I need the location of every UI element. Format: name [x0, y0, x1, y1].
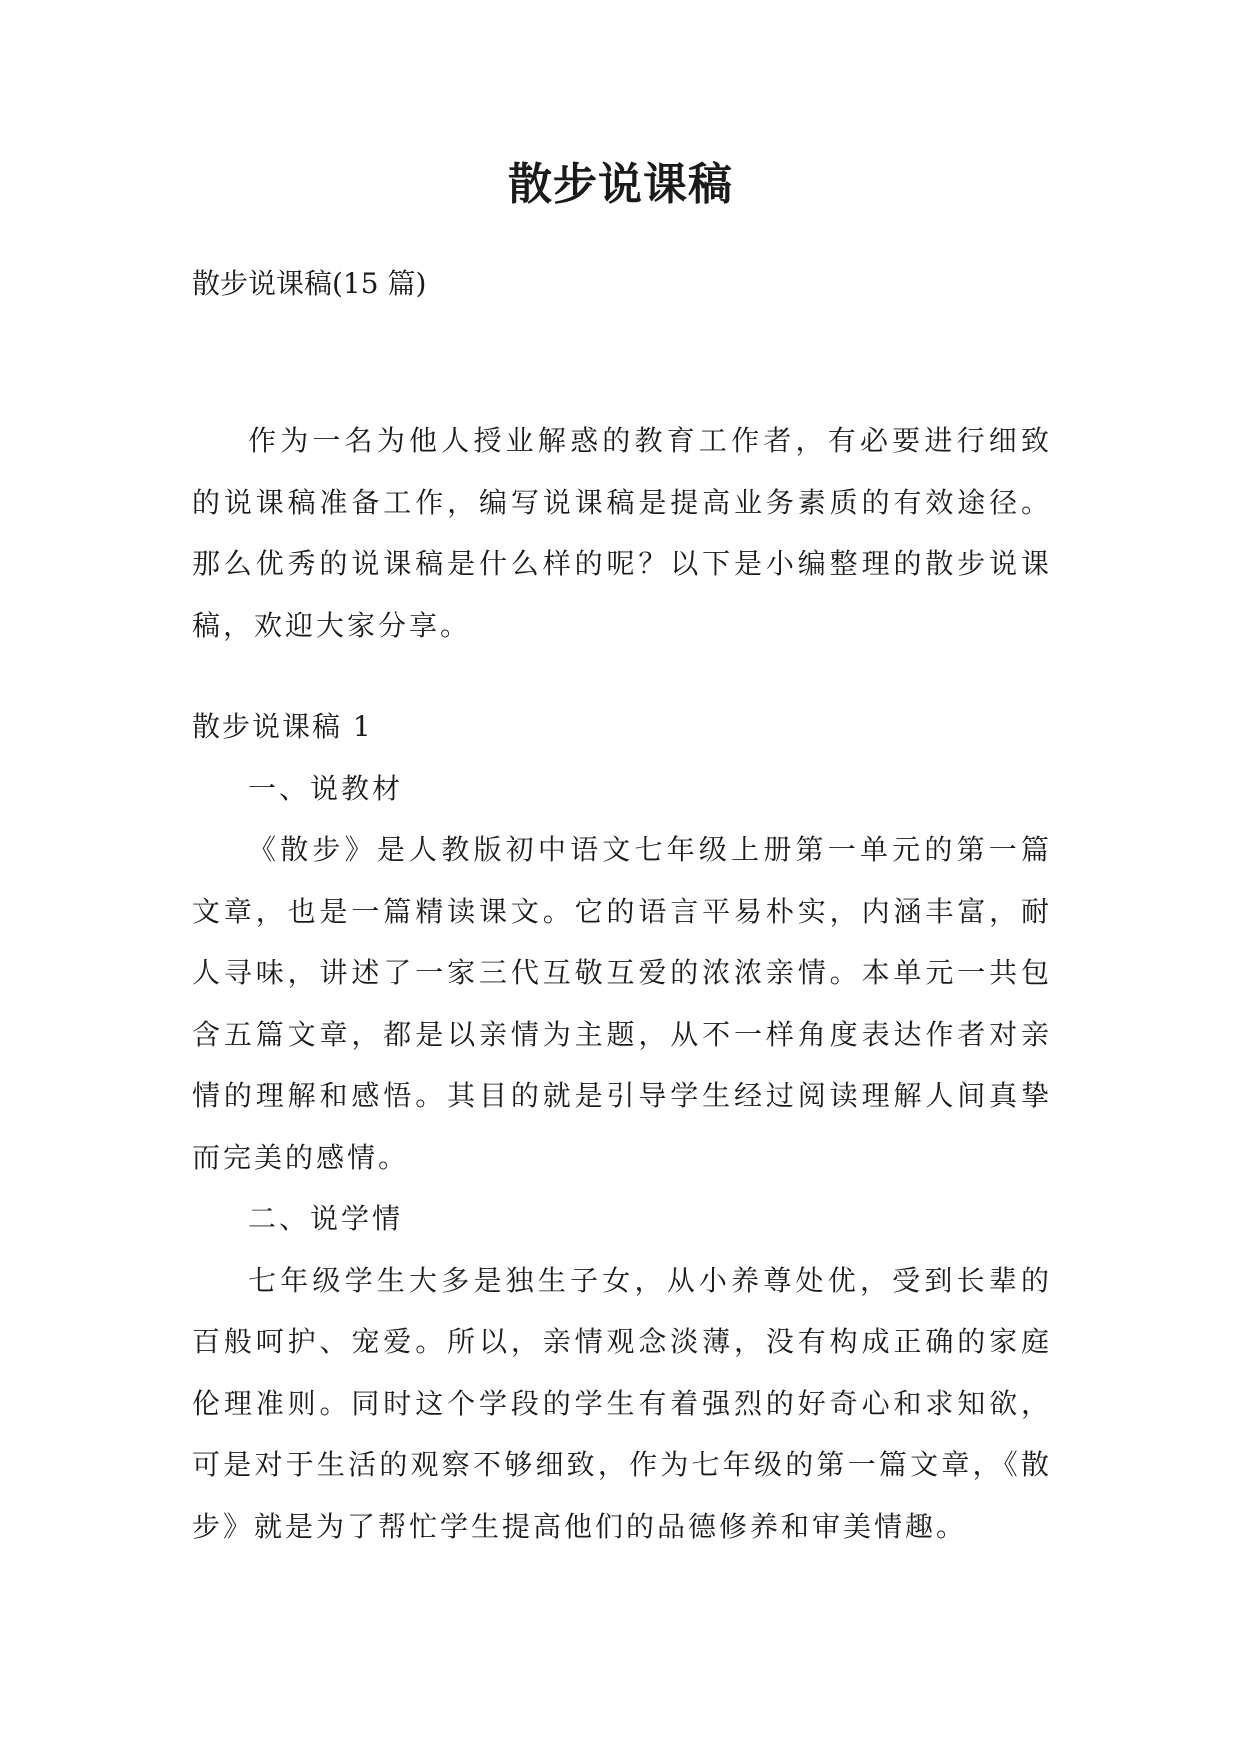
document-title: 散步说课稿 [508, 159, 733, 210]
section-heading-students: 二、说学情 [248, 1202, 404, 1235]
section-1 [192, 696, 1052, 1557]
document-subtitle: 散步说课稿(15 篇) [192, 267, 427, 300]
section-title: 散步说课稿 1 [192, 710, 373, 743]
section-heading-textbook: 一、说教材 [248, 771, 404, 805]
intro-paragraph: 作为一名为他人授业解惑的教育工作者，有必要进行细致的说课稿准备工作，编写说课稿是提高业务素质的有效途径。那么优秀的说课稿是什么样的呢？以下是小编整理的散步说课稿，欢迎大家分享。 [192, 424, 1052, 642]
textbook-paragraph: 《散步》是人教版初中语文七年级上册第一单元的第一篇文章，也是一篇精读课文。它的语言平易朴实，内涵丰富，耐人寻味，讲述了一家三代互敬互爱的浓浓亲情。本单元一共包含五篇文章，都是以亲情为主题，从不一样角度表达作者对亲情的理解和感悟。其目的就是引导学生经过阅读理解人间真挚而完美的感情。 [192, 833, 1052, 1174]
intro-block [192, 410, 1052, 656]
students-paragraph: 七年级学生大多是独生子女，从小养尊处优，受到长辈的百般呵护、宠爱。所以，亲情观念淡薄，没有构成正确的家庭伦理准则。同时这个学段的学生有着强烈的好奇心和求知欲，可是对于生活的观察不够细致，作为七年级的第一篇文章，《散步》就是为了帮忙学生提高他们的品德修养和审美情趣。 [192, 1263, 1052, 1543]
